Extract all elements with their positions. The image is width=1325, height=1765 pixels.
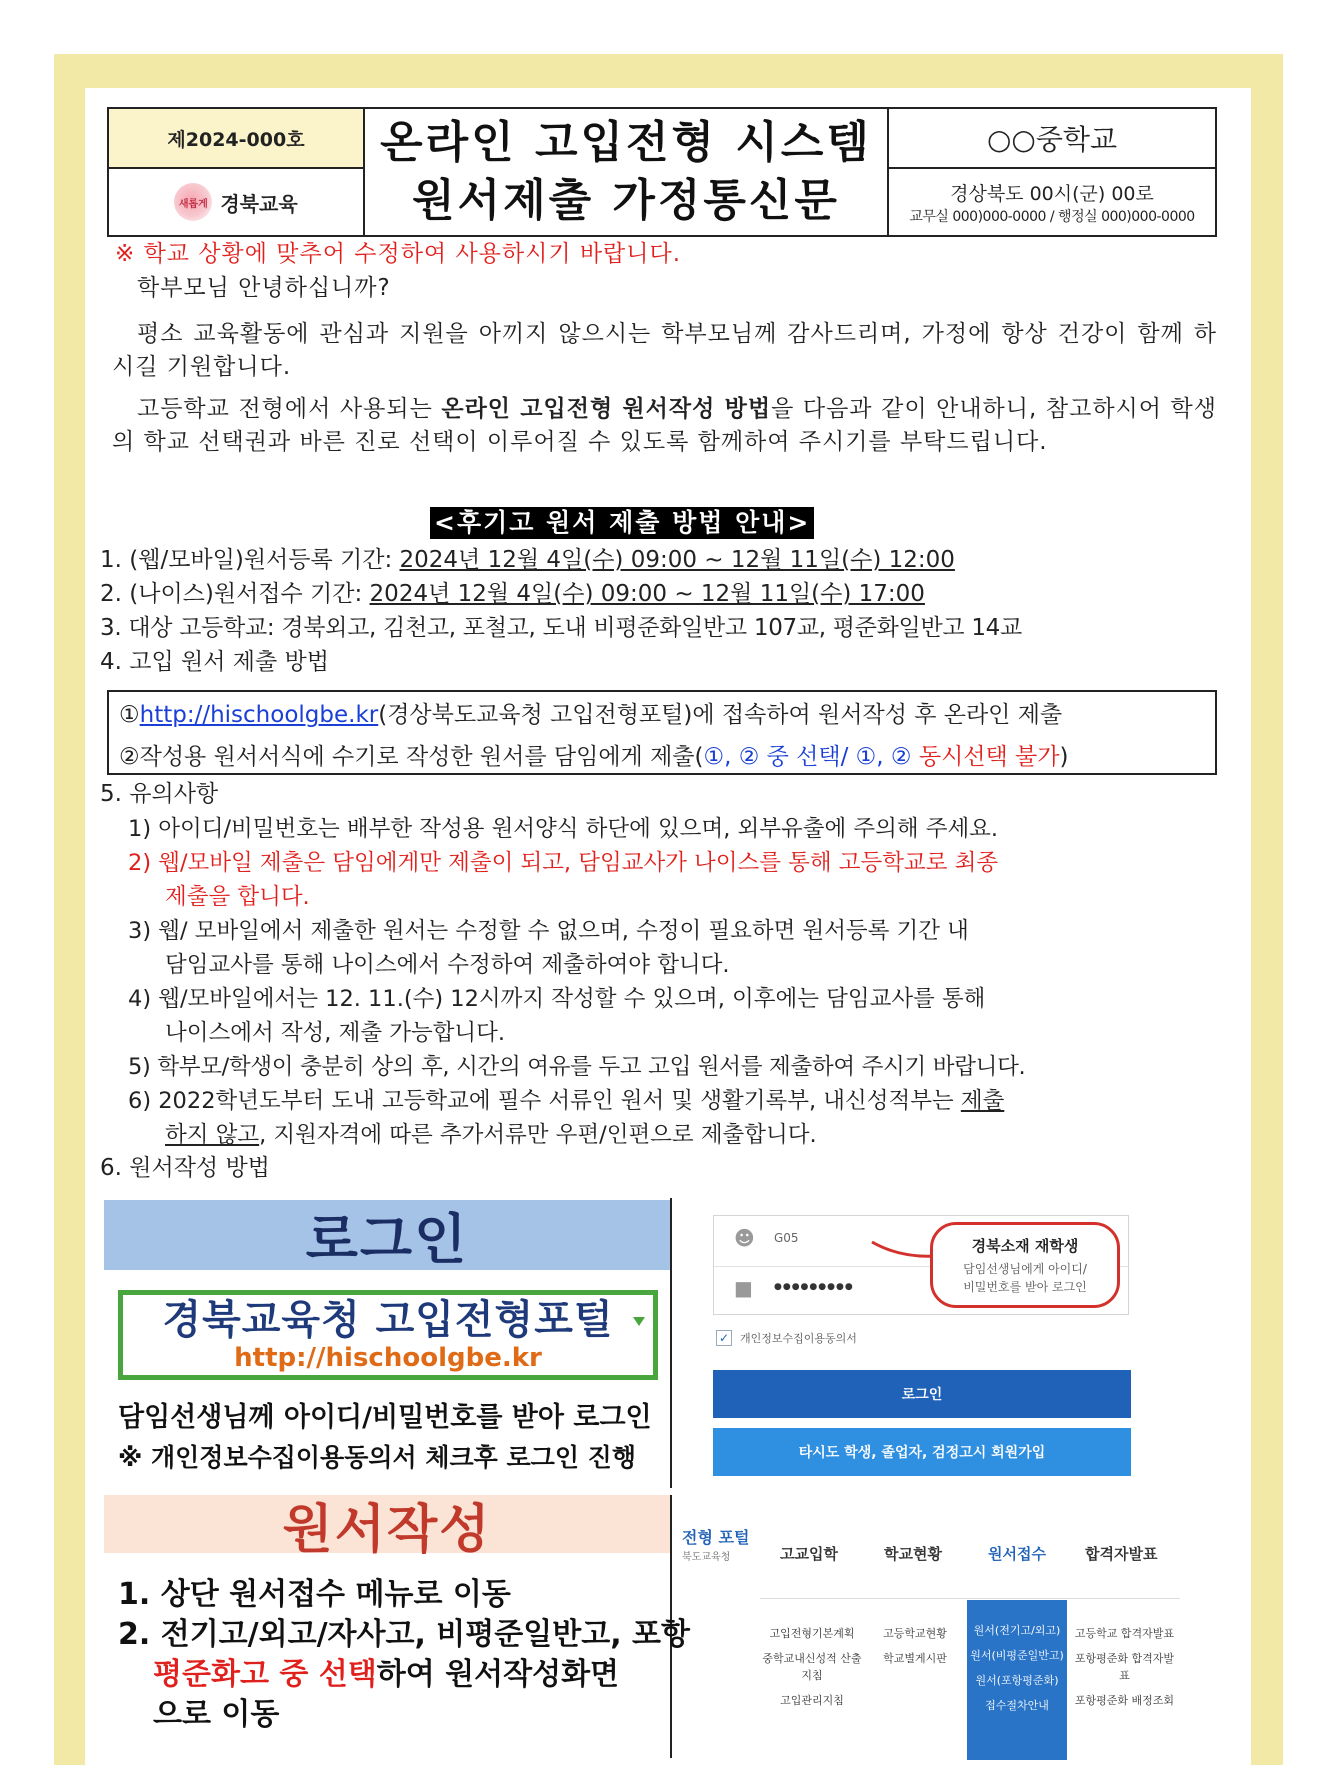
menu-divider — [760, 1598, 1180, 1599]
item-2: 2. (나이스)원서접수 기간: 2024년 12월 4일(수) 09:00 ~ 12월 11일(수) 17:00 — [100, 581, 925, 607]
portal-brand: 전형 포털 — [682, 1528, 750, 1547]
address-line: 경상북도 00시(군) 00로 — [950, 182, 1154, 205]
item-5: 5. 유의사항 — [100, 781, 219, 807]
submenu-item[interactable]: 고등학교현황 — [883, 1627, 947, 1640]
note-3: 3) 웹/ 모바일에서 제출한 원서는 수정할 수 없으며, 수정이 필요하면 원서등록 기간 내 — [128, 918, 969, 944]
signup-button[interactable]: 타시도 학생, 졸업자, 검정고시 회원가입 — [713, 1428, 1131, 1476]
menu-application[interactable]: 원서접수 — [988, 1545, 1046, 1563]
dropdown-arrow-icon — [633, 1317, 645, 1326]
note-1: 1) 아이디/비밀번호는 배부한 작성용 원서양식 하단에 있으며, 외부유출에 주의해 주세요. — [128, 816, 999, 842]
doc-number: 제2024-000호 — [109, 109, 365, 169]
callout-title: 경북소재 재학생 — [971, 1237, 1079, 1255]
submenu-item[interactable]: 포항평준화 합격자발표 — [1074, 1652, 1175, 1682]
login-button[interactable]: 로그인 — [713, 1370, 1131, 1418]
write-heading: 원서작성 — [104, 1495, 670, 1553]
method-option-1: ①http://hischoolgbe.kr(경상북도교육청 고입전형포털)에 접속하여 원서작성 후 온라인 제출 — [119, 702, 1063, 728]
login-heading: 로그인 — [104, 1200, 670, 1270]
menu-school-status[interactable]: 학교현황 — [884, 1545, 942, 1563]
note-5: 5) 학부모/학생이 충분히 상의 후, 시간의 여유를 두고 고입 원서를 제출하여 주시기 바랍니다. — [128, 1054, 1026, 1080]
callout-bubble — [930, 1222, 1120, 1308]
submenu-school-status — [870, 1625, 960, 1667]
menu-admission[interactable]: 고교입학 — [780, 1545, 838, 1563]
menu-results[interactable]: 합격자발표 — [1085, 1545, 1158, 1563]
greeting: 학부모님 안녕하십니까? — [137, 275, 391, 301]
portal-banner — [118, 1290, 658, 1380]
note-3-cont: 담임교사를 통해 나이스에서 수정하여 제출하여야 합니다. — [165, 952, 730, 978]
submenu-item[interactable]: 원서(포항평준화) — [975, 1674, 1059, 1687]
write-step-2: 2. 전기고/외고/자사고, 비평준일반고, 포항 — [118, 1617, 690, 1652]
portal-name: 경북교육청 고입전형포털 — [162, 1297, 614, 1343]
method-option-2: ②작성용 원서서식에 수기로 작성한 원서를 담임에게 제출(①, ② 중 선택/ ①, ② 동시선택 불가) — [119, 744, 1069, 770]
submenu-item[interactable]: 원서(비평준일반고) — [970, 1649, 1064, 1662]
write-step-1: 1. 상단 원서접수 메뉴로 이동 — [118, 1577, 511, 1612]
paragraph-1: 평소 교육활동에 관심과 지원을 아끼지 않으시는 학부모님께 감사드리며, 가정에 항상 건강이 함께 하시길 기원합니다. — [112, 321, 1217, 380]
note-6-cont: 하지 않고, 지원자격에 따른 추가서류만 우편/인편으로 제출합니다. — [165, 1122, 817, 1148]
edit-notice: ※ 학교 상황에 맞추어 수정하여 사용하시기 바랍니다. — [115, 241, 682, 267]
guide-title: <후기고 원서 제출 방법 안내> — [430, 507, 814, 539]
header-table — [107, 107, 1217, 237]
item-1: 1. (웹/모바일)원서등록 기간: 2024년 12월 4일(수) 09:00 ~ 12월 11일(수) 12:00 — [100, 547, 955, 573]
portal-link[interactable]: http://hischoolgbe.kr — [139, 702, 379, 728]
submenu-item[interactable]: 고입전형기본계획 — [769, 1627, 855, 1640]
consent-checkbox[interactable]: ✓ — [716, 1330, 732, 1346]
item-3: 3. 대상 고등학교: 경북외고, 김천고, 포철고, 도내 비평준화일반고 107교, 평준화일반고 14교 — [100, 615, 1022, 641]
item-6: 6. 원서작성 방법 — [100, 1155, 270, 1181]
portal-brand-sub: 북도교육청 — [682, 1552, 731, 1563]
phone-line: 교무실 000)000-0000 / 행정실 000)000-0000 — [909, 208, 1195, 225]
note-4: 4) 웹/모바일에서는 12. 11.(수) 12시까지 작성할 수 있으며, 이후에는 담임교사를 통해 — [128, 986, 986, 1012]
write-step-2-cont: 평준화고 중 선택하여 원서작성화면 — [153, 1657, 620, 1692]
edu-logo — [109, 169, 365, 235]
write-step-2-end: 으로 이동 — [153, 1697, 280, 1732]
school-name: ○○중학교 — [889, 109, 1215, 169]
note-6: 6) 2022학년도부터 도내 고등학교에 필수 서류인 원서 및 생활기록부, 내신성적부는 제출 — [128, 1088, 1005, 1114]
note-2-cont: 제출을 합니다. — [165, 884, 310, 910]
user-icon: ☻ — [734, 1226, 755, 1250]
submenu-application — [967, 1600, 1067, 1760]
callout-line-2: 비밀번호를 받아 로그인 — [963, 1280, 1087, 1294]
school-address — [889, 169, 1215, 235]
logo-text: 경북교육 — [220, 191, 298, 216]
submenu-item[interactable]: 포항평준화 배정조회 — [1074, 1694, 1175, 1707]
page-title — [365, 109, 889, 235]
submenu-admission — [762, 1625, 862, 1709]
note-2: 2) 웹/모바일 제출은 담임에게만 제출이 되고, 담임교사가 나이스를 통해 고등학교로 최종 — [128, 850, 999, 876]
submenu-item[interactable]: 고등학교 합격자발표 — [1074, 1627, 1175, 1640]
paragraph-2: 고등학교 전형에서 사용되는 온라인 고입전형 원서작성 방법을 다음과 같이 안내하니, 참고하시어 학생의 학교 선택권과 바른 진로 선택이 이루어질 수 있도록 함께하여 주시기를 부탁드립니다. — [112, 396, 1217, 455]
submenu-item[interactable]: 중학교내신성적 산출지침 — [762, 1652, 862, 1682]
id-input[interactable]: G05 — [774, 1231, 799, 1245]
login-instruction: 담임선생님께 아이디/비밀번호를 받아 로그인 — [118, 1402, 652, 1433]
consent-instruction: ※ 개인정보수집이용동의서 체크후 로그인 진행 — [118, 1443, 636, 1472]
submenu-item[interactable]: 접수절차안내 — [985, 1699, 1049, 1712]
title-line-1: 온라인 고입전형 시스템 — [380, 117, 872, 168]
submenu-item[interactable]: 원서(전기고/외고) — [973, 1624, 1061, 1637]
callout-line-1: 담임선생님에게 아이디/ — [963, 1262, 1087, 1276]
submenu-results — [1072, 1625, 1177, 1709]
panel-divider-top — [670, 1198, 672, 1488]
portal-url: http://hischoolgbe.kr — [234, 1343, 542, 1373]
note-4-cont: 나이스에서 작성, 제출 가능합니다. — [165, 1020, 506, 1046]
title-line-2: 원서제출 가정통신문 — [412, 175, 840, 226]
logo-emblem: 새롭게 — [174, 183, 212, 221]
submenu-item[interactable]: 고입관리지침 — [780, 1694, 844, 1707]
consent-label: 개인정보수집이용동의서 — [740, 1332, 857, 1345]
submenu-item[interactable]: 학교별게시판 — [883, 1652, 947, 1665]
password-input[interactable]: ●●●●●●●●● — [774, 1282, 854, 1292]
lock-icon: ■ — [734, 1276, 753, 1300]
method-box — [107, 690, 1217, 775]
item-4: 4. 고입 원서 제출 방법 — [100, 649, 329, 675]
paragraph-2-emphasis: 온라인 고입전형 원서작성 방법 — [441, 396, 772, 422]
